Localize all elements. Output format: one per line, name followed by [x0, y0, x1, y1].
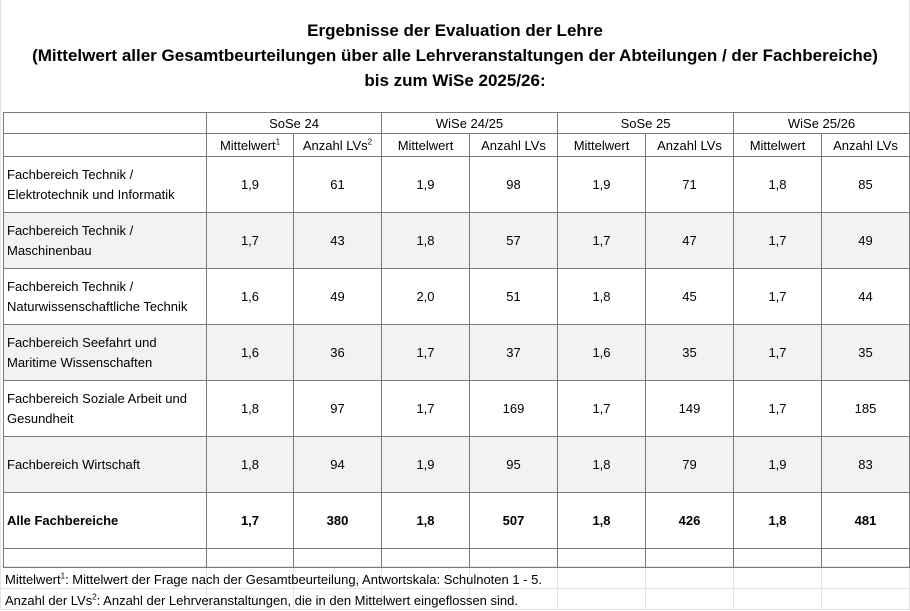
value-cell: 1,9 — [207, 157, 294, 213]
value-cell: 1,8 — [558, 269, 646, 325]
value-cell: 61 — [294, 157, 382, 213]
mittelwert-header: Mittelwert — [734, 134, 822, 157]
row-label: Fachbereich Technik / Elektrotechnik und Informatik — [4, 157, 207, 213]
value-cell: 1,7 — [734, 381, 822, 437]
value-cell: 35 — [822, 325, 910, 381]
value-cell: 57 — [470, 213, 558, 269]
table-row — [4, 213, 910, 269]
value-cell: 43 — [294, 213, 382, 269]
value-cell: 1,7 — [558, 381, 646, 437]
value-cell: 49 — [294, 269, 382, 325]
row-label: Fachbereich Technik / Maschinenbau — [4, 213, 207, 269]
table-row — [4, 157, 910, 213]
value-cell: 98 — [470, 157, 558, 213]
semester-header: SoSe 25 — [558, 113, 734, 134]
value-cell: 83 — [822, 437, 910, 493]
semester-header-row — [4, 113, 910, 134]
column-header-row — [4, 134, 910, 157]
footnote-1: Mittelwert$^1$: Mittelwert der Frage nach der Gesamtbeurteilung, Antwortskala: Schulnoten 1 - 5. — [5, 571, 542, 587]
value-cell: 37 — [470, 325, 558, 381]
total-value-cell: 426 — [646, 493, 734, 549]
value-cell: 49 — [822, 213, 910, 269]
value-cell: 71 — [646, 157, 734, 213]
table-row — [4, 269, 910, 325]
row-label: Fachbereich Soziale Arbeit und Gesundheit — [4, 381, 207, 437]
row-label: Fachbereich Wirtschaft — [4, 437, 207, 493]
spacer-row — [4, 549, 910, 568]
empty-header-cell — [4, 134, 207, 157]
value-cell: 1,6 — [207, 325, 294, 381]
value-cell: 1,8 — [558, 437, 646, 493]
footnote-2: Anzahl der LVs$^2$: Anzahl der Lehrveranstaltungen, die in den Mittelwert eingeflossen sind. — [5, 592, 518, 608]
anzahl-header: Anzahl LVs — [470, 134, 558, 157]
table-row — [4, 437, 910, 493]
total-label: Alle Fachbereiche — [4, 493, 207, 549]
anzahl-header: Anzahl LVs — [646, 134, 734, 157]
value-cell: 1,9 — [382, 157, 470, 213]
total-value-cell: 1,7 — [207, 493, 294, 549]
value-cell: 1,8 — [382, 213, 470, 269]
value-cell: 97 — [294, 381, 382, 437]
value-cell: 1,7 — [207, 213, 294, 269]
table-row — [4, 381, 910, 437]
value-cell: 1,9 — [382, 437, 470, 493]
title-line-3: bis zum WiSe 2025/26: — [364, 71, 546, 90]
total-value-cell: 481 — [822, 493, 910, 549]
value-cell: 94 — [294, 437, 382, 493]
value-cell: 36 — [294, 325, 382, 381]
value-cell: 45 — [646, 269, 734, 325]
mittelwert-header: Mittelwert — [382, 134, 470, 157]
anzahl-header: Anzahl LVs$^2$ — [294, 134, 382, 157]
value-cell: 1,7 — [382, 325, 470, 381]
table-row — [4, 325, 910, 381]
footnotes — [5, 569, 542, 611]
value-cell: 1,7 — [558, 213, 646, 269]
evaluation-table — [3, 112, 910, 568]
value-cell: 85 — [822, 157, 910, 213]
semester-header: WiSe 25/26 — [734, 113, 910, 134]
value-cell: 44 — [822, 269, 910, 325]
mittelwert-header: Mittelwert$^1$ — [207, 134, 294, 157]
value-cell: 1,9 — [558, 157, 646, 213]
total-value-cell: 507 — [470, 493, 558, 549]
semester-header: SoSe 24 — [207, 113, 382, 134]
total-value-cell: 380 — [294, 493, 382, 549]
empty-header-cell — [4, 113, 207, 134]
value-cell: 47 — [646, 213, 734, 269]
total-value-cell: 1,8 — [734, 493, 822, 549]
value-cell: 1,7 — [734, 213, 822, 269]
title-line-1: Ergebnisse der Evaluation der Lehre — [307, 21, 603, 40]
value-cell: 1,9 — [734, 437, 822, 493]
value-cell: 169 — [470, 381, 558, 437]
total-value-cell: 1,8 — [558, 493, 646, 549]
value-cell: 1,6 — [558, 325, 646, 381]
anzahl-header: Anzahl LVs — [822, 134, 910, 157]
mittelwert-header: Mittelwert — [558, 134, 646, 157]
row-label: Fachbereich Technik / Naturwissenschaftliche Technik — [4, 269, 207, 325]
value-cell: 149 — [646, 381, 734, 437]
value-cell: 1,7 — [734, 269, 822, 325]
value-cell: 1,8 — [734, 157, 822, 213]
semester-header: WiSe 24/25 — [382, 113, 558, 134]
value-cell: 95 — [470, 437, 558, 493]
value-cell: 1,7 — [734, 325, 822, 381]
row-label: Fachbereich Seefahrt und Maritime Wissenschaften — [4, 325, 207, 381]
value-cell: 51 — [470, 269, 558, 325]
value-cell: 1,8 — [207, 381, 294, 437]
report-title — [0, 18, 910, 93]
value-cell: 185 — [822, 381, 910, 437]
value-cell: 1,8 — [207, 437, 294, 493]
value-cell: 35 — [646, 325, 734, 381]
total-row — [4, 493, 910, 549]
value-cell: 79 — [646, 437, 734, 493]
total-value-cell: 1,8 — [382, 493, 470, 549]
value-cell: 2,0 — [382, 269, 470, 325]
value-cell: 1,6 — [207, 269, 294, 325]
value-cell: 1,7 — [382, 381, 470, 437]
title-line-2: (Mittelwert aller Gesamtbeurteilungen über alle Lehrveranstaltungen der Abteilungen / der Fachbereiche) — [32, 46, 878, 65]
